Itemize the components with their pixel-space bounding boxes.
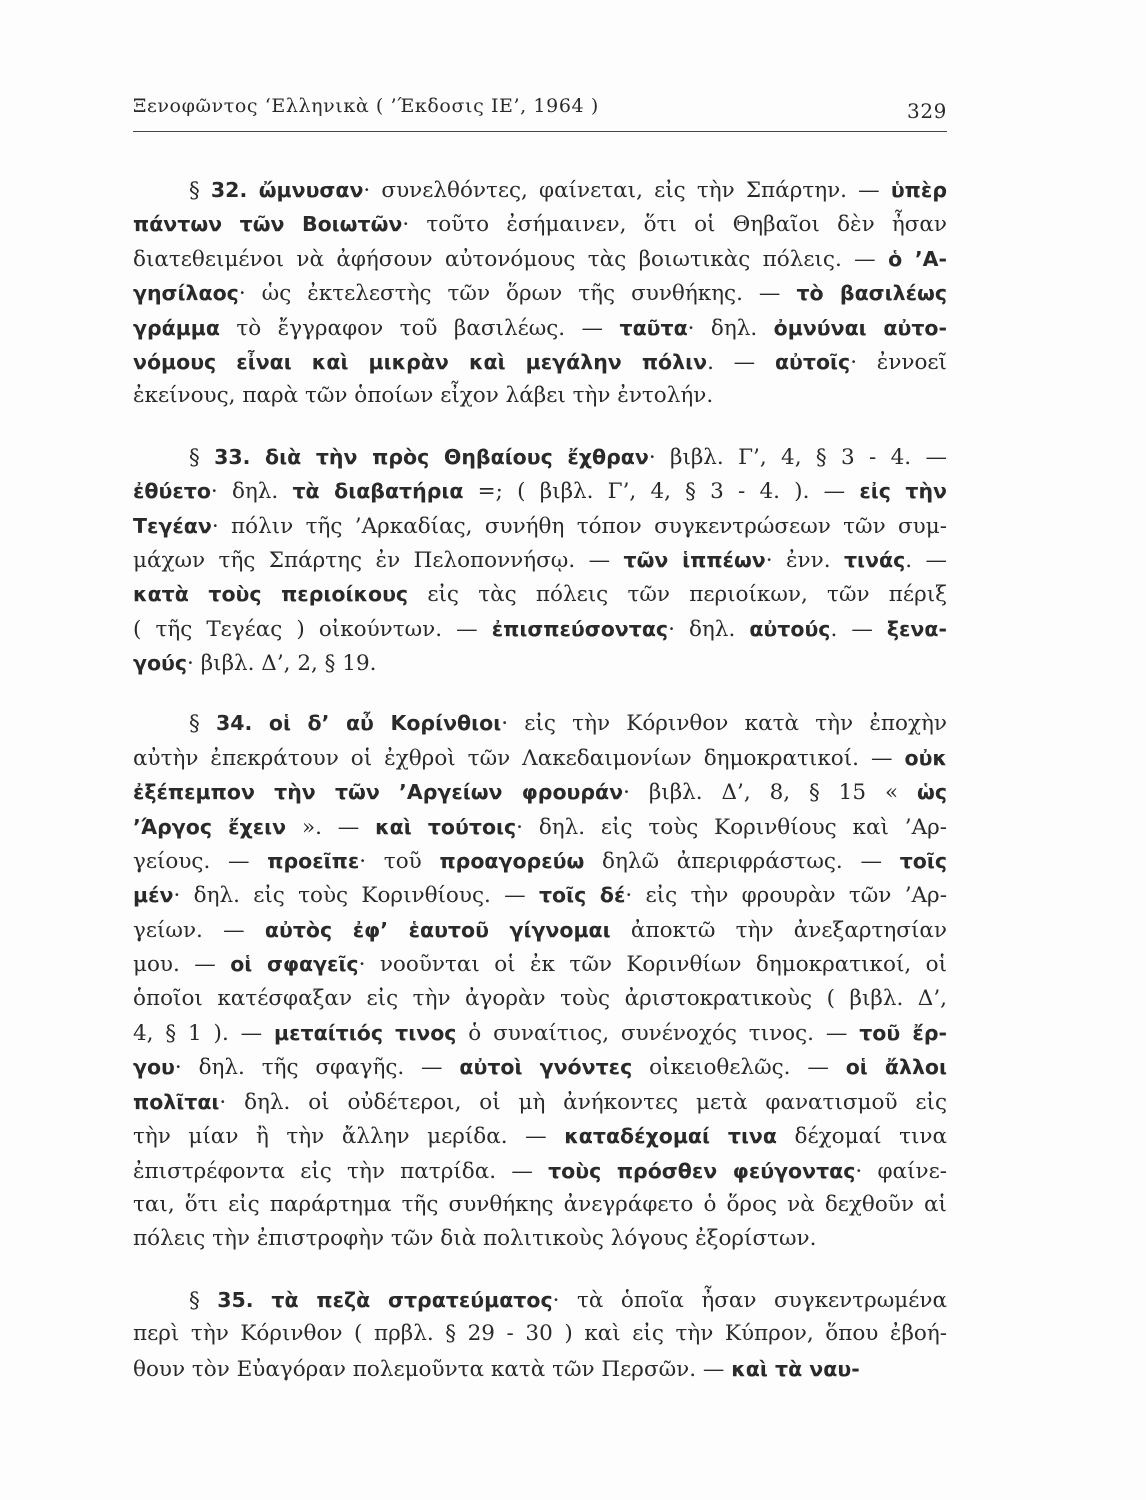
lemma-term: τοῖς — [899, 849, 948, 874]
lemma-term: ὑπὲρ — [890, 178, 947, 202]
gloss-text: ( τῆς Τεγέας ) οἰκούντων. — — [133, 616, 492, 642]
gloss-text: ὁ συναίτιος, συνένοχός τινος. — — [456, 1020, 860, 1046]
gloss-text: αὐτὴν ἐπεκράτουν οἱ ἐχθροὶ τῶν Λακεδαιμονίων δημοκρατικοί. — — [133, 745, 905, 771]
text-line — [133, 379, 947, 413]
text-line — [133, 612, 947, 646]
gloss-text: · βιβλ. Δ’, 8, § 15 « — [623, 780, 918, 806]
text-line — [133, 1222, 947, 1256]
gloss-text: δηλῶ ἀπεριφράστως. — — [584, 849, 900, 875]
lemma-term: ταῦτα — [619, 315, 688, 340]
lemma-term: 35. τὰ πεζὰ στρατεύματος — [217, 1287, 553, 1312]
text-line — [133, 1283, 947, 1317]
gloss-text: γείων. — — [133, 917, 265, 943]
gloss-text: · νοοῦνται οἱ ἐκ τῶν Κορινθίων δημοκρατικοί, οἱ — [358, 952, 948, 978]
text-line — [133, 276, 947, 310]
gloss-text: μάχων τῆς Σπάρτης ἐν Πελοποννήσῳ. — — [133, 547, 624, 573]
lemma-term: γούς — [133, 651, 188, 676]
lemma-term: ἐθύετο — [133, 479, 211, 504]
lemma-term: 33. διὰ τὴν πρὸς Θηβαίους ἔχθραν — [214, 444, 649, 469]
gloss-text: § — [189, 444, 215, 470]
lemma-term: τῶν ἱππέων — [623, 547, 766, 572]
gloss-text: · ἐννοεῖ — [850, 349, 947, 375]
lemma-term: καὶ τὰ ναυ- — [731, 1356, 860, 1381]
lemma-term: τοῖς δέ — [538, 883, 626, 908]
lemma-term: μεταίτιός τινος — [274, 1020, 457, 1045]
gloss-text: · βιβλ. Δ’, 2, § 19. — [187, 651, 377, 677]
text-line — [133, 242, 947, 276]
gloss-text: θουν τὸν Εὐαγόραν πολεμοῦντα κατὰ τῶν Περσῶν. — — [133, 1356, 732, 1382]
lemma-term: ’Άργος ἔχειν — [133, 814, 287, 839]
text-line — [133, 345, 947, 379]
gloss-text: · συνελθόντες, φαίνεται, εἰς τὴν Σπάρτην. — — [363, 178, 891, 203]
lemma-term: ὡς — [917, 780, 947, 805]
lemma-term: αὐτοῖς — [774, 349, 851, 374]
lemma-term: πολῖται — [133, 1089, 220, 1114]
gloss-text: · βιβλ. Γ’, 4, § 3 - 4. — — [648, 444, 947, 470]
gloss-text: · φαίνε- — [855, 1158, 947, 1184]
lemma-term: αὐτοὶ γνόντες — [459, 1055, 633, 1080]
text-line — [133, 646, 947, 680]
gloss-text: τὸ ἔγγραφον τοῦ βασιλέως. — — [219, 315, 620, 341]
text-line — [133, 844, 947, 878]
commentary-body — [133, 173, 947, 1412]
gloss-text: § — [189, 711, 217, 737]
gloss-text: δέχομαί τινα — [776, 1124, 948, 1150]
lemma-term: ὁ ’Α- — [888, 246, 947, 271]
lemma-term: κατὰ τοὺς περιοίκους — [133, 582, 409, 607]
lemma-term: καταδέχομαί τινα — [564, 1124, 777, 1149]
lemma-term: γου — [133, 1055, 175, 1080]
gloss-text: § — [189, 1287, 218, 1313]
gloss-text: ὁποῖοι κατέσφαξαν εἰς τὴν ἀγορὰν τοὺς ἀριστοκρατικοὺς ( βιβλ. Δ’, — [133, 985, 947, 1011]
text-line — [133, 543, 947, 577]
text-line — [133, 1085, 947, 1119]
lemma-term: Τεγέαν — [133, 513, 212, 538]
text-line — [133, 913, 947, 947]
text-line — [133, 775, 947, 809]
page-number: 329 — [907, 99, 947, 123]
text-line — [133, 577, 947, 611]
gloss-text: · δηλ. οἱ οὐδέτεροι, οἱ μὴ ἀνήκοντες μετὰ φανατισμοῦ εἰς — [219, 1089, 947, 1115]
lemma-term: οὐκ — [904, 745, 947, 770]
text-line — [133, 440, 947, 474]
gloss-text: περὶ τὴν Κόρινθον ( πρβλ. § 29 - 30 ) καὶ εἰς τὴν Κύπρον, ὅπου ἐβοή- — [133, 1321, 947, 1347]
gloss-text: · δηλ. — [687, 315, 774, 341]
lemma-term: καὶ τούτοις — [375, 814, 517, 839]
text-line — [133, 878, 947, 912]
text-line — [133, 1317, 947, 1351]
lemma-term: προαγορεύω — [439, 849, 585, 874]
lemma-term: ἐξέπεμπον τὴν τῶν ’Αργείων φρουράν — [133, 780, 624, 805]
gloss-text: . — — [830, 616, 887, 642]
gloss-text: · δηλ. εἰς τοὺς Κορινθίους καὶ ’Αρ- — [516, 814, 947, 840]
paragraph-34 — [133, 706, 947, 1256]
gloss-text: · εἰς τὴν Κόρινθον κατὰ τὴν ἐποχὴν — [501, 711, 947, 737]
gloss-text: ἐπιστρέφοντα εἰς τὴν πατρίδα. — — [133, 1158, 549, 1184]
lemma-term: εἰς τὴν — [859, 479, 948, 504]
gloss-text: ». — — [286, 814, 376, 840]
lemma-term: νόμους εἶναι καὶ μικρὰν καὶ μεγάλην πόλιν — [133, 349, 708, 374]
gloss-text: εἰς τὰς πόλεις τῶν περιοίκων, τῶν πέριξ — [408, 582, 947, 608]
gloss-text: · ὡς ἐκτελεστὴς τῶν ὅρων τῆς συνθήκης. — — [238, 281, 797, 307]
gloss-text: · δηλ. — [668, 616, 750, 642]
gloss-text: . — — [905, 547, 947, 573]
gloss-text: ἐκείνους, παρὰ τῶν ὁποίων εἶχον λάβει τὴν ἐντολήν. — [133, 383, 714, 409]
gloss-text: . — — [707, 349, 775, 375]
lemma-term: γράμμα — [133, 315, 220, 340]
paragraph-32 — [133, 173, 947, 414]
text-line — [133, 474, 947, 508]
gloss-text: · δηλ. τῆς σφαγῆς. — — [174, 1055, 460, 1081]
gloss-text: τὴν μίαν ἢ τὴν ἄλλην μερίδα. — — [133, 1124, 565, 1150]
lemma-term: πάντων τῶν Βοιωτῶν — [133, 212, 403, 237]
gloss-text: · τοῦ — [359, 849, 440, 875]
text-line — [133, 947, 947, 981]
lemma-term: οἱ σφαγεῖς — [230, 952, 359, 977]
gloss-text: · τοῦτο ἐσήμαινεν, ὅτι οἱ Θηβαῖοι δὲν ἦσαν — [402, 212, 947, 238]
text-line — [133, 1050, 947, 1084]
lemma-term: τοὺς πρόσθεν φεύγοντας — [548, 1158, 856, 1183]
lemma-term: 34. οἱ δ’ αὖ Κορίνθιοι — [216, 711, 502, 736]
lemma-term: ὀμνύναι αὐτο- — [773, 315, 947, 340]
lemma-term: αὐτὸς ἐφ’ ἑαυτοῦ γίγνομαι — [264, 917, 611, 942]
text-line — [133, 1188, 947, 1222]
text-line — [133, 1352, 947, 1386]
lemma-term: γησίλαος — [133, 281, 239, 306]
text-line — [133, 1154, 947, 1188]
gloss-text: · δηλ. εἰς τοὺς Κορινθίους. — — [173, 883, 539, 909]
text-line — [133, 173, 947, 207]
gloss-text: 4, § 1 ). — — [133, 1020, 275, 1046]
lemma-term: τοῦ ἔρ- — [859, 1020, 947, 1045]
text-line — [133, 1016, 947, 1050]
gloss-text: γείους. — — [133, 849, 268, 875]
lemma-term: ξενα- — [886, 616, 947, 641]
gloss-text: οἰκειοθελῶς. — — [632, 1055, 846, 1081]
lemma-term: τινάς — [843, 547, 906, 572]
gloss-text: · εἰς τὴν φρουρὰν τῶν ’Αρ- — [625, 883, 947, 909]
text-line — [133, 741, 947, 775]
text-line — [133, 982, 947, 1016]
paragraph-33 — [133, 440, 947, 681]
gloss-text: πόλεις τὴν ἐπιστροφὴν τῶν διὰ πολιτικοὺς λόγους ἐξορίστων. — [133, 1226, 817, 1252]
paragraph-35 — [133, 1283, 947, 1386]
gloss-text: · δηλ. — [210, 479, 293, 505]
gloss-text: ται, ὅτι εἰς παράρτημα τῆς συνθήκης ἀνεγράφετο ὁ ὅρος νὰ δεχθοῦν αἱ — [133, 1191, 947, 1217]
text-line — [133, 311, 947, 345]
text-line — [133, 810, 947, 844]
running-title: Ξενοφῶντος ‘Ελληνικὰ ( ’Έκδοσις ΙΕ’, 1964 ) — [133, 95, 599, 117]
gloss-text: · ἐνν. — [765, 547, 844, 573]
gloss-text: ἀποκτῶ τὴν ἀνεξαρτησίαν — [610, 917, 947, 943]
text-line — [133, 1119, 947, 1153]
lemma-term: ἐπισπεύσοντας — [491, 616, 669, 641]
gloss-text: § — [189, 178, 211, 203]
gloss-text: =; ( βιβλ. Γ’, 4, § 3 - 4. ). — — [463, 479, 860, 505]
lemma-term: οἱ ἄλλοι — [845, 1055, 947, 1080]
text-line — [133, 509, 947, 543]
lemma-term: αὐτούς — [749, 616, 831, 641]
gloss-text: διατεθειμένοι νὰ ἀφήσουν αὐτονόμους τὰς βοιωτικὰς πόλεις. — — [133, 246, 889, 272]
lemma-term: 32. ὤμνυσαν — [210, 178, 364, 202]
page-header — [133, 95, 947, 132]
lemma-term: τὸ βασιλέως — [796, 281, 947, 306]
lemma-term: μέν — [133, 883, 174, 908]
gloss-text: μου. — — [133, 952, 231, 978]
gloss-text: · πόλιν τῆς ’Αρκαδίας, συνήθη τόπον συγκεντρώσεων τῶν συμ- — [211, 513, 947, 539]
lemma-term: προεῖπε — [267, 849, 360, 874]
text-line — [133, 706, 947, 740]
gloss-text: · τὰ ὁποῖα ἦσαν συγκεντρωμένα — [552, 1287, 947, 1313]
text-line — [133, 207, 947, 241]
lemma-term: τὰ διαβατήρια — [292, 479, 464, 504]
